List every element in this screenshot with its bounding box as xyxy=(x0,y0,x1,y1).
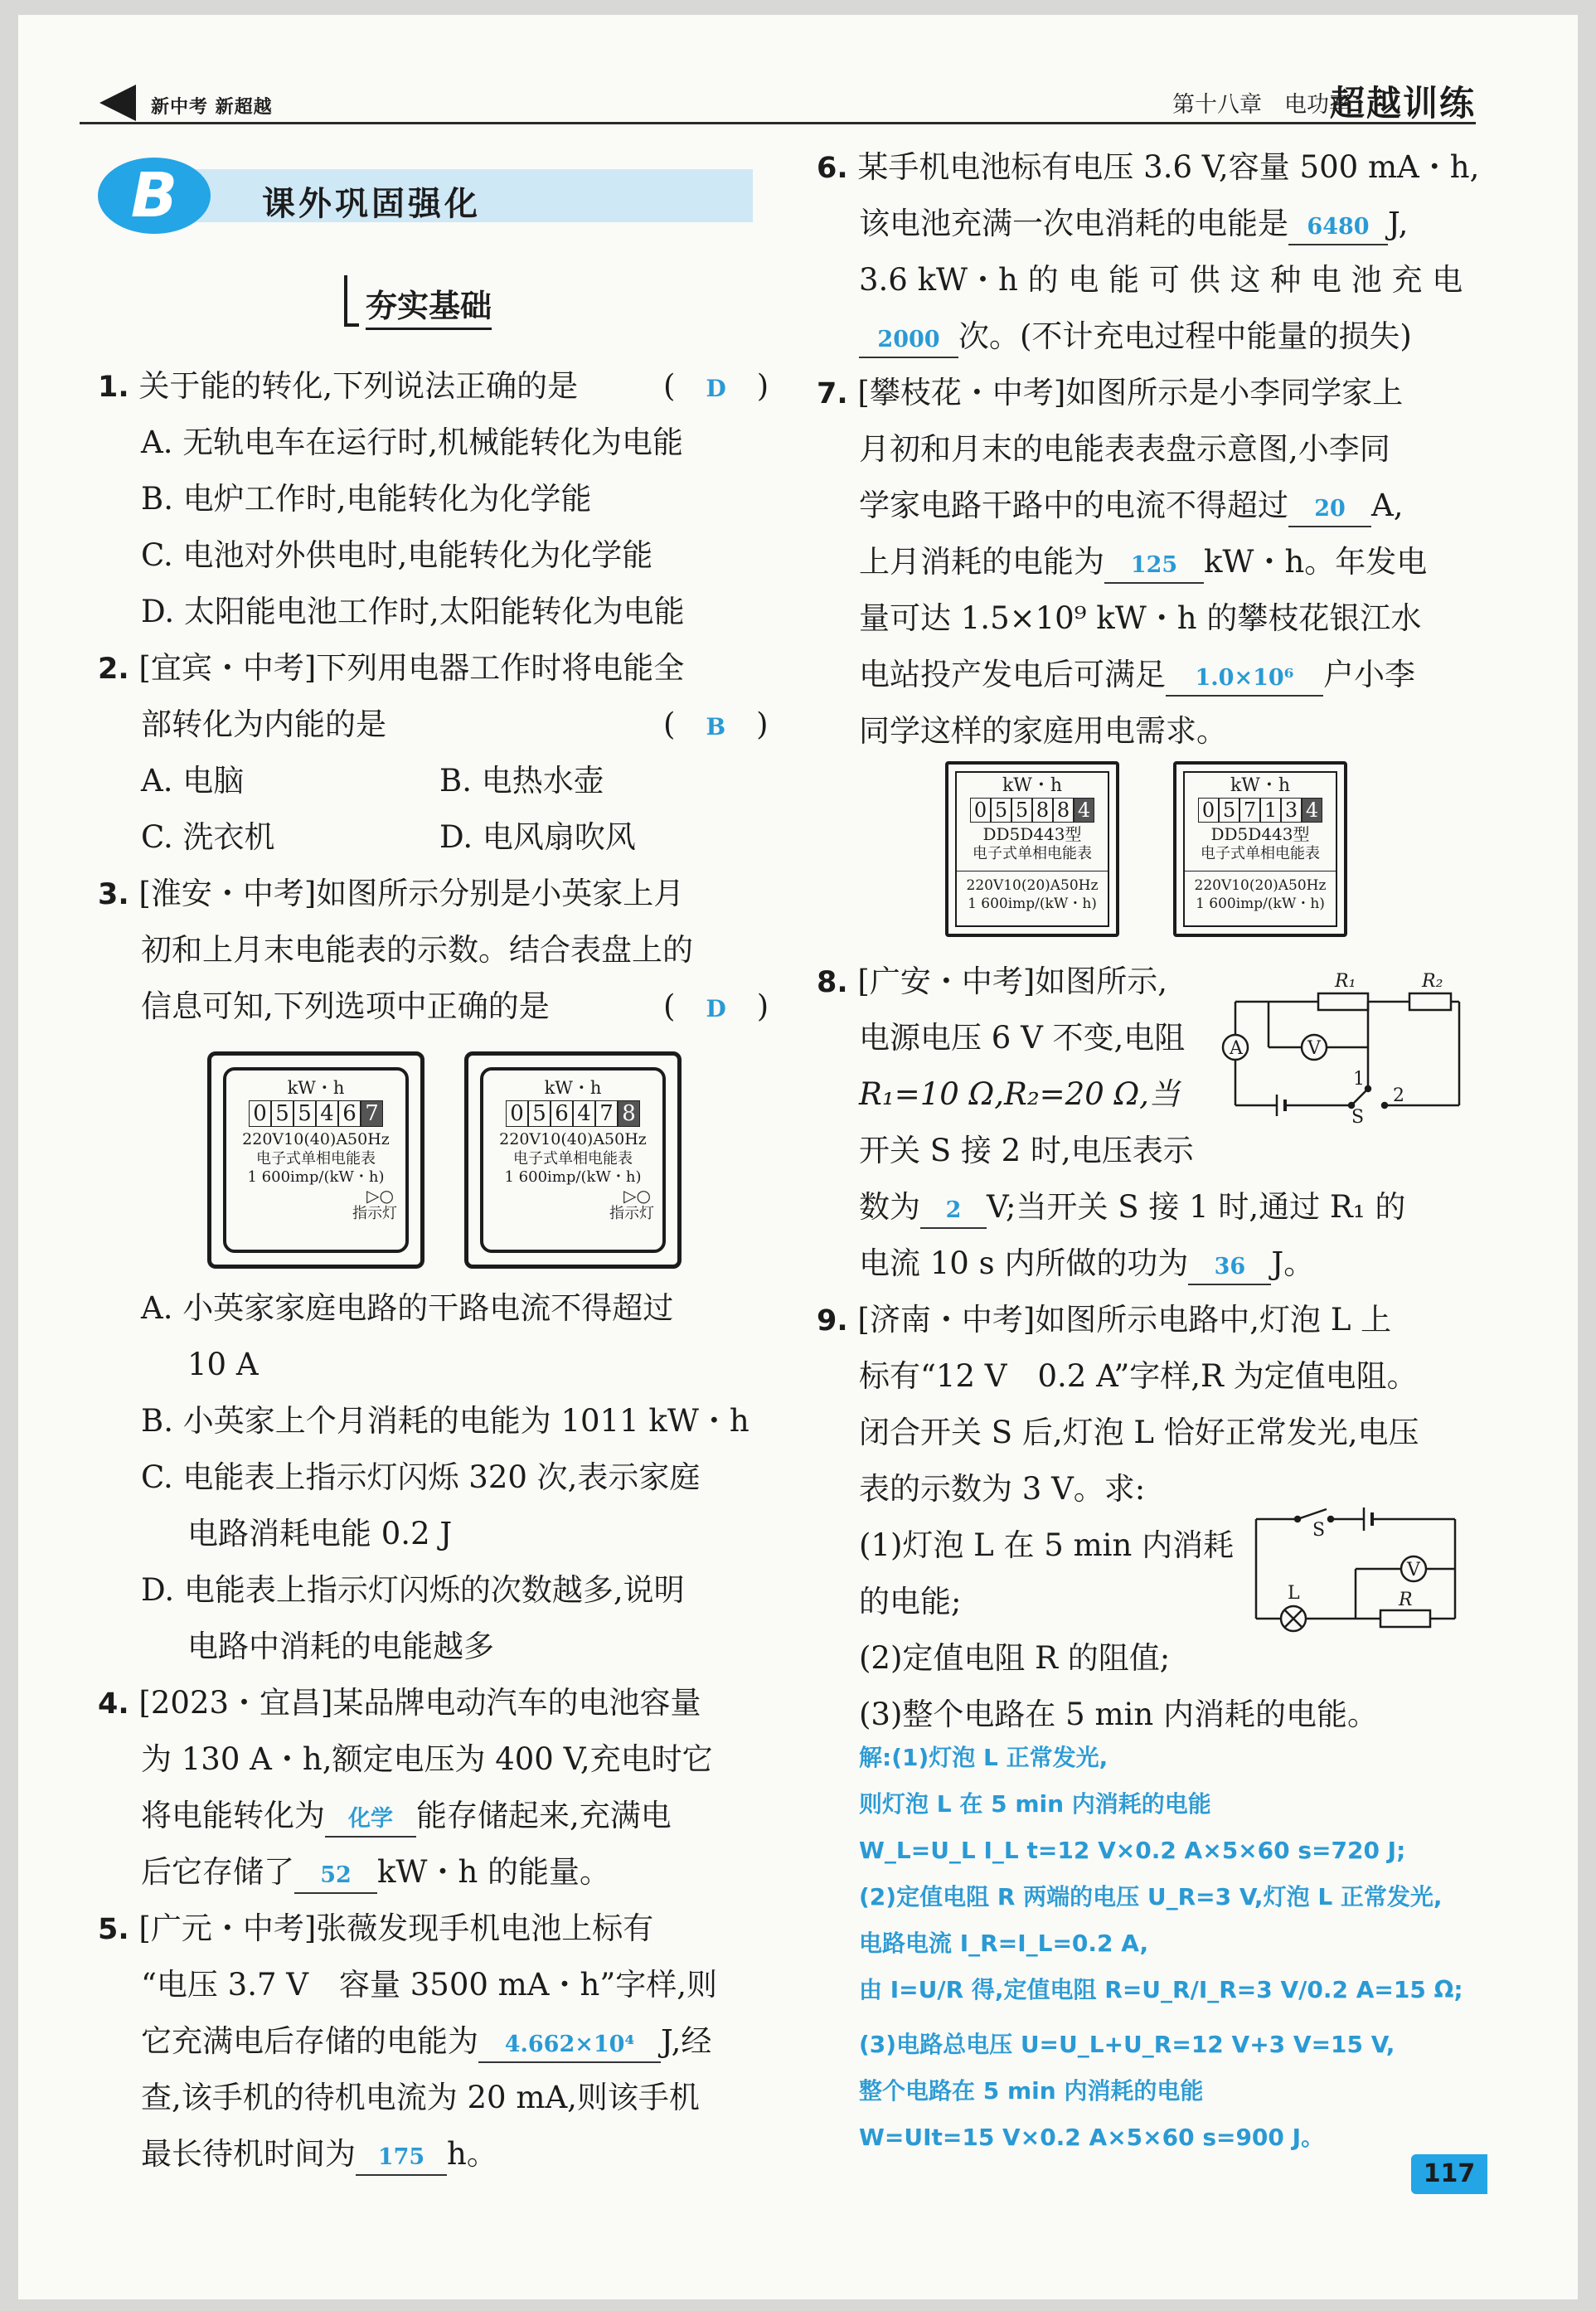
meter-digit: 5 xyxy=(271,1100,293,1127)
q3-option-c-2: 电路消耗电能 0.2 J xyxy=(187,1516,453,1551)
q8-line1 xyxy=(817,954,1167,1011)
q1-answer: D xyxy=(706,375,726,402)
q6-line2-b: J, xyxy=(1388,206,1409,241)
q3-number: 3. xyxy=(98,878,129,911)
meter-digit: 0 xyxy=(506,1100,528,1127)
q3-meter-2-spec: 220V10(40)A50Hz xyxy=(499,1130,647,1148)
q3-option-b: B. 小英家上个月消耗的电能为 1011 kW・h xyxy=(141,1403,749,1439)
resistor-r xyxy=(1380,1610,1430,1627)
q1-option-a: A. 无轨电车在运行时,机械能转化为电能 xyxy=(141,425,684,460)
q8-line5-b: V;当开关 S 接 1 时,通过 R₁ 的 xyxy=(987,1189,1406,1225)
q7-line4-a: 上月消耗的电能为 xyxy=(859,544,1104,580)
q4-line2: 为 130 A・h,额定电压为 400 V,充电时它 xyxy=(141,1741,713,1777)
q5-number: 5. xyxy=(98,1913,129,1946)
q8-line3: R₁=10 Ω,R₂=20 Ω,当 xyxy=(859,1076,1180,1112)
q7-line6 xyxy=(859,647,1415,703)
q9-number: 9. xyxy=(817,1304,848,1338)
q8-circuit-diagram xyxy=(1219,969,1467,1126)
q3-answer-paren: ( D ) xyxy=(663,988,769,1024)
q6-line2 xyxy=(859,196,1408,252)
q7-meter-2-type: 电子式单相电能表 xyxy=(1185,844,1336,871)
meter-digit: 6 xyxy=(551,1100,573,1127)
q9-line3: 闭合开关 S 后,灯泡 L 恰好正常发光,电压 xyxy=(859,1415,1419,1450)
q4-line3-b: 能存储起来,充满电 xyxy=(416,1798,672,1833)
meter-digit: 4 xyxy=(573,1100,595,1127)
q6-blank-1: 6480 xyxy=(1288,211,1388,245)
q7-blank-3: 1.0×10⁶ xyxy=(1166,662,1323,697)
meter-digit: 5 xyxy=(293,1100,316,1127)
q2-option-b: B. 电热水壶 xyxy=(439,763,604,799)
meter-digit: 4 xyxy=(316,1100,338,1127)
brand-text: 新中考 新超越 xyxy=(151,97,273,118)
meter-digit: 6 xyxy=(338,1100,361,1127)
resistor-label: R xyxy=(1399,1590,1413,1610)
q7-meter-1-face xyxy=(955,771,1109,927)
voltmeter-label: V xyxy=(1407,1560,1420,1580)
q9-circuit-diagram xyxy=(1248,1503,1463,1643)
q1-option-d: D. 太阳能电池工作时,太阳能转化为电能 xyxy=(141,594,685,629)
q4-number: 4. xyxy=(98,1687,129,1721)
q3-option-c-1: C. 电能表上指示灯闪烁 320 次,表示家庭 xyxy=(141,1459,701,1495)
series-title: 超越训练 xyxy=(1329,83,1476,124)
q3-meter-2-lamp: 指示灯 xyxy=(609,1205,654,1222)
q7-meter-2-digits xyxy=(1185,798,1336,823)
q2-number: 2. xyxy=(98,653,129,686)
q9-line1 xyxy=(817,1292,1391,1349)
meter-digit-decimal: 4 xyxy=(1074,798,1094,823)
solution-line: (3)电路总电压 U=U_L+U_R=12 V+3 V=15 V, xyxy=(859,2031,1395,2058)
q5-stem-1: [广元・中考]张薇发现手机电池上标有 xyxy=(138,1910,654,1946)
q2-option-c: C. 洗衣机 xyxy=(141,819,275,855)
q8-line6-a: 电流 10 s 内所做的功为 xyxy=(859,1245,1189,1281)
q7-meter-2-spec: 220V10(20)A50Hz xyxy=(1194,877,1327,894)
r2-resistor xyxy=(1409,993,1451,1010)
switch-label: S xyxy=(1351,1107,1365,1126)
switch-pos-2-label: 2 xyxy=(1393,1085,1404,1106)
lamp-label: L xyxy=(1288,1583,1300,1604)
q7-number: 7. xyxy=(817,377,848,410)
banner-title: 课外巩固强化 xyxy=(262,185,481,223)
q2-line2: 部转化为内能的是 xyxy=(141,706,386,742)
q9-sub1-a: (1)灯泡 L 在 5 min 内消耗 xyxy=(859,1527,1235,1563)
q6-line4-b: 次。(不计充电过程中能量的损失) xyxy=(958,318,1412,354)
switch-lever xyxy=(1298,1509,1327,1519)
q5-line3-b: J,经 xyxy=(661,2023,712,2059)
q7-line6-b: 户小李 xyxy=(1323,657,1415,692)
q8-blank-1: 2 xyxy=(920,1194,987,1229)
q7-line3-a: 学家电路干路中的电流不得超过 xyxy=(859,488,1288,523)
solution-line: 由 I=U/R 得,定值电阻 R=U_R/I_R=3 V/0.2 A=15 Ω; xyxy=(859,1976,1463,2003)
chapter-title: 第十八章 电功率 xyxy=(1172,92,1351,118)
r1-label: R₁ xyxy=(1335,971,1356,992)
q8-stem-1: [广安・中考]如图所示, xyxy=(857,964,1168,999)
solution-line: W_L=U_L I_L t=12 V×0.2 A×5×60 s=720 J; xyxy=(859,1837,1406,1864)
q4-blank-2: 52 xyxy=(294,1859,377,1894)
q3-meter-2-type: 电子式单相电能表 xyxy=(513,1150,633,1168)
q3-option-d-2: 电路中消耗的电能越多 xyxy=(187,1629,494,1664)
q3-meter-1-lamp: 指示灯 xyxy=(352,1205,397,1222)
q3-meter-2-imp: 1 600imp/(kW・h) xyxy=(504,1168,642,1186)
meter-digit: 5 xyxy=(1011,798,1032,823)
q7-stem-1: [攀枝花・中考]如图所示是小李同学家上 xyxy=(857,375,1404,410)
meter-digit: 8 xyxy=(1053,798,1074,823)
q3-meter-1-type: 电子式单相电能表 xyxy=(256,1150,376,1168)
q7-meter-2-unit: kW・h xyxy=(1230,775,1291,796)
q7-meter-1-imp: 1 600imp/(kW・h) xyxy=(968,896,1097,912)
page-number: 117 xyxy=(1411,2154,1487,2194)
solution-line: 则灯泡 L 在 5 min 内消耗的电能 xyxy=(859,1790,1211,1818)
q6-blank-2: 2000 xyxy=(859,323,958,358)
q5-blank-2: 175 xyxy=(356,2141,447,2176)
meter-digit: 5 xyxy=(991,798,1011,823)
q9-sub1-b: 的电能; xyxy=(859,1584,962,1619)
q7-line3-b: A, xyxy=(1371,488,1404,523)
q2-option-a: A. 电脑 xyxy=(141,763,245,799)
q5-line3-a: 它充满电后存储的电能为 xyxy=(141,2023,478,2059)
q9-line4: 表的示数为 3 V。求: xyxy=(859,1471,1146,1507)
meter-digit: 0 xyxy=(249,1100,271,1127)
r2-label: R₂ xyxy=(1422,971,1443,992)
meter-digit-decimal: 8 xyxy=(618,1100,640,1127)
banner-letter: B xyxy=(98,158,211,234)
q3-line3: 信息可知,下列选项中正确的是 xyxy=(141,988,550,1024)
q2-option-d: D. 电风扇吹风 xyxy=(439,819,636,855)
q1-option-b: B. 电炉工作时,电能转化为化学能 xyxy=(141,481,592,517)
solution-line: 整个电路在 5 min 内消耗的电能 xyxy=(859,2077,1204,2105)
q8-line4: 开关 S 接 2 时,电压表示 xyxy=(859,1133,1194,1168)
meter-digit: 7 xyxy=(1239,798,1260,823)
q7-meter-1-type: 电子式单相电能表 xyxy=(957,844,1108,871)
q9-sub3: (3)整个电路在 5 min 内消耗的电能。 xyxy=(859,1697,1378,1732)
q4-line4-a: 后它存储了 xyxy=(141,1854,294,1890)
q6-line3: 3.6 kW・h 的 电 能 可 供 这 种 电 池 充 电 xyxy=(859,262,1463,298)
meter-digit-decimal: 7 xyxy=(361,1100,383,1127)
q2-stem-1: [宜宾・中考]下列用电器工作时将电能全 xyxy=(138,650,685,686)
meter-digit: 0 xyxy=(970,798,991,823)
q7-line4 xyxy=(859,534,1427,590)
q5-line5-a: 最长待机时间为 xyxy=(141,2136,356,2172)
solution-line: W=UIt=15 V×0.2 A×5×60 s=900 J。 xyxy=(859,2124,1325,2151)
q6-stem-1: 某手机电池标有电压 3.6 V,容量 500 mA・h, xyxy=(857,149,1480,185)
q9-line2: 标有“12 V 0.2 A”字样,R 为定值电阻。 xyxy=(859,1358,1418,1394)
q8-blank-2: 36 xyxy=(1188,1250,1271,1285)
meter-digit-decimal: 4 xyxy=(1302,798,1322,823)
q3-option-a-1: A. 小英家家庭电路的干路电流不得超过 xyxy=(141,1290,674,1326)
q6-line4 xyxy=(859,308,1412,365)
q2-answer: B xyxy=(706,713,726,740)
switch-contact-2 xyxy=(1382,1103,1387,1108)
q8-line2: 电源电压 6 V 不变,电阻 xyxy=(859,1020,1186,1056)
q6-line2-a: 该电池充满一次电消耗的电能是 xyxy=(859,206,1288,241)
q7-meter-2-imp: 1 600imp/(kW・h) xyxy=(1196,896,1325,912)
solution-line: (2)定值电阻 R 两端的电压 U_R=3 V,灯泡 L 正常发光, xyxy=(859,1883,1443,1910)
q3-meter-2-unit: kW・h xyxy=(544,1078,602,1098)
q1-answer-paren: ( D ) xyxy=(663,368,769,404)
q1-option-c: C. 电池对外供电时,电能转化为化学能 xyxy=(141,537,653,573)
q8-line6-b: J。 xyxy=(1271,1245,1315,1281)
q7-meter-2-model: DD5D443型 xyxy=(1210,824,1310,844)
q5-line4: 查,该手机的待机电流为 20 mA,则该手机 xyxy=(141,2080,700,2115)
q7-meter-1 xyxy=(945,761,1119,937)
q3-meter-2-lamp-icon: ▷○ xyxy=(623,1186,651,1206)
q7-line6-a: 电站投产发电后可满足 xyxy=(859,657,1166,692)
q3-meter-1-lamp-icon: ▷○ xyxy=(366,1186,394,1206)
q7-line7: 同学这样的家庭用电需求。 xyxy=(859,713,1227,749)
q8-line5 xyxy=(859,1179,1405,1236)
q4-line3-a: 将电能转化为 xyxy=(141,1798,325,1833)
q3-option-a-2: 10 A xyxy=(187,1347,259,1382)
q2-answer-paren: ( B ) xyxy=(663,706,769,742)
q3-answer: D xyxy=(706,995,726,1022)
voltmeter-label: V xyxy=(1307,1038,1321,1059)
q3-meter-1-unit: kW・h xyxy=(287,1078,345,1098)
q5-line2: “电压 3.7 V 容量 3500 mA・h”字样,则 xyxy=(141,1967,717,2003)
q5-line5-b: h。 xyxy=(447,2136,497,2172)
q7-meter-1-digits xyxy=(957,798,1108,823)
meter-digit: 3 xyxy=(1281,798,1302,823)
q6-line1 xyxy=(817,139,1479,197)
q8-line6 xyxy=(859,1236,1314,1292)
meter-digit: 0 xyxy=(1198,798,1219,823)
switch-contact-1 xyxy=(1366,1086,1370,1091)
q7-blank-2: 125 xyxy=(1104,549,1204,584)
q7-line3 xyxy=(859,478,1403,534)
q5-blank-1: 4.662×10⁴ xyxy=(478,2028,661,2063)
q3-stem-1: [淮安・中考]如图所示分别是小英家上月 xyxy=(138,876,685,911)
q7-meter-2-face xyxy=(1183,771,1337,927)
q1-stem: 关于能的转化,下列说法正确的是 xyxy=(138,368,579,404)
q7-meter-1-model: DD5D443型 xyxy=(982,824,1082,844)
q3-line2: 初和上月末电能表的示数。结合表盘上的 xyxy=(141,932,693,968)
q8-number: 8. xyxy=(817,966,848,999)
switch-pos-1-label: 1 xyxy=(1353,1069,1365,1090)
q4-line4-b: kW・h 的能量。 xyxy=(377,1854,611,1890)
meter-digit: 5 xyxy=(1219,798,1239,823)
q7-blank-1: 20 xyxy=(1288,493,1371,527)
r1-resistor xyxy=(1318,993,1368,1010)
q3-meter-1-imp: 1 600imp/(kW・h) xyxy=(247,1168,385,1186)
q3-meter-1-spec: 220V10(40)A50Hz xyxy=(242,1130,390,1148)
q1-number: 1. xyxy=(98,371,129,404)
subsection-title: 夯实基础 xyxy=(366,280,492,330)
q9-stem-1: [济南・中考]如图所示电路中,灯泡 L 上 xyxy=(857,1302,1392,1338)
q4-blank-1: 化学 xyxy=(325,1803,416,1838)
q4-stem-1: [2023・宜昌]某品牌电动汽车的电池容量 xyxy=(138,1685,701,1721)
q6-number: 6. xyxy=(817,152,848,185)
q7-line5: 量可达 1.5×10⁹ kW・h 的攀枝花银江水 xyxy=(859,600,1422,636)
solution-line: 电路电流 I_R=I_L=0.2 A, xyxy=(859,1930,1149,1957)
switch-label: S xyxy=(1312,1520,1326,1541)
q7-meter-2 xyxy=(1173,761,1347,937)
solution-line: 解:(1)灯泡 L 正常发光, xyxy=(859,1744,1108,1771)
q7-meter-1-unit: kW・h xyxy=(1002,775,1063,796)
meter-digit: 1 xyxy=(1260,798,1281,823)
q7-line1 xyxy=(817,365,1403,422)
ammeter-label: A xyxy=(1230,1038,1243,1059)
meter-digit: 8 xyxy=(1032,798,1053,823)
q7-line4-b: kW・h。年发电 xyxy=(1204,544,1428,580)
meter-digit: 5 xyxy=(528,1100,551,1127)
q7-line2: 月初和月末的电能表表盘示意图,小李同 xyxy=(859,431,1390,467)
q7-meter-1-spec: 220V10(20)A50Hz xyxy=(966,877,1099,894)
q9-sub2: (2)定值电阻 R 的阻值; xyxy=(859,1640,1171,1676)
q3-option-d-1: D. 电能表上指示灯闪烁的次数越多,说明 xyxy=(141,1572,685,1608)
meter-digit: 7 xyxy=(595,1100,618,1127)
q8-line5-a: 数为 xyxy=(859,1189,920,1225)
